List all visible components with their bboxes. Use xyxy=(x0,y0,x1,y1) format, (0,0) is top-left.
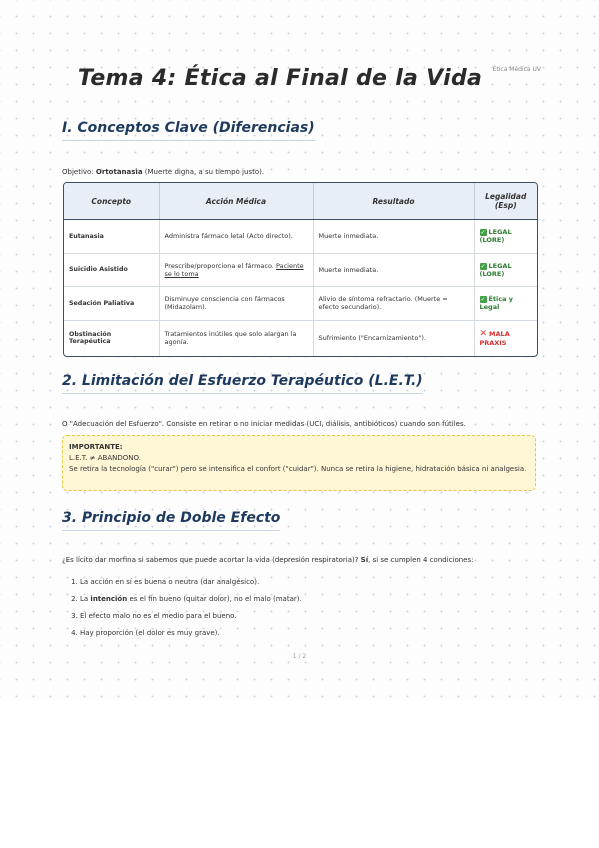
cross-icon: ✕ xyxy=(479,329,488,340)
objective-rest: (Muerte digna, a su tiempo justo). xyxy=(144,168,265,176)
section-title-let: 2. Limitación del Esfuerzo Terapéutico (L.E.T.) xyxy=(62,373,423,394)
question-text: ¿Es lícito dar morfina si sabemos que puede acortar la vida (depresión respiratoria)? xyxy=(62,556,359,564)
cell-resultado: Muerte inmediata. xyxy=(313,253,474,287)
table-row xyxy=(64,253,537,287)
accion-underline: Paciente se lo toma xyxy=(164,261,304,278)
cell-resultado: Sufrimiento ("Encarnizamiento"). xyxy=(313,320,474,356)
let-description: O "Adecuación del Esfuerzo". Consiste en retirar o no iniciar medidas (UCI, diálisis, antibióticos) cuando son fútiles. xyxy=(62,420,466,428)
condition-pre: La acción en sí es buena o neutra (dar analgésico). xyxy=(80,578,260,586)
objective-term: Ortotanasia xyxy=(95,168,143,176)
condition-item xyxy=(80,591,302,608)
table-row xyxy=(64,287,537,321)
cell-accion xyxy=(159,320,313,356)
cell-legalidad xyxy=(474,320,537,356)
legalidad-text: MALA PRAXIS xyxy=(479,330,510,348)
condition-bold: intención xyxy=(90,595,128,603)
objective-line xyxy=(62,168,264,176)
accion-text: Administra fármaco letal (Acto directo). xyxy=(164,232,293,241)
page-title: Tema 4: Ética al Final de la Vida xyxy=(77,66,483,91)
doble-efecto-question xyxy=(62,556,474,564)
important-line-1: L.E.T. ≠ ABANDONO. xyxy=(69,454,141,462)
section-title-conceptos: I. Conceptos Clave (Diferencias) xyxy=(62,120,315,141)
table-row xyxy=(64,320,537,356)
legalidad-text: LEGAL (LORE) xyxy=(479,261,512,278)
cell-accion xyxy=(159,220,313,254)
check-box-icon: ✓ xyxy=(480,296,486,304)
concepts-table xyxy=(63,182,538,357)
header-legalidad: Legalidad (Esp) xyxy=(474,183,537,220)
cell-concepto: Obstinación Terapéutica xyxy=(64,320,159,356)
cell-legalidad xyxy=(474,253,537,287)
header-concepto: Concepto xyxy=(64,183,159,220)
check-box-icon: ✓ xyxy=(480,262,486,270)
answer-rest: , si se cumplen 4 condiciones: xyxy=(368,556,474,564)
cell-resultado: Muerte inmediata. xyxy=(313,220,474,254)
objective-label: Objetivo: xyxy=(62,168,94,176)
condition-item xyxy=(80,608,302,625)
table-header-row xyxy=(64,183,537,220)
cell-legalidad xyxy=(474,220,537,254)
legalidad-text: Ética y Legal xyxy=(479,295,514,312)
table-row xyxy=(64,220,537,254)
accion-text: Prescribe/proporciona el fármaco. xyxy=(164,261,274,270)
check-box-icon: ✓ xyxy=(480,229,486,237)
cell-concepto: Eutanasia xyxy=(64,220,159,254)
conditions-list xyxy=(62,574,302,642)
important-line-2: Se retira la tecnología ("curar") pero se intensifica el confort ("cuidar"). Nunca se retira la higiene, hidratación básica ni analgesia. xyxy=(69,465,527,473)
condition-pre: El efecto malo no es el medio para el bueno. xyxy=(80,612,237,620)
header-note: Ética Médica UV xyxy=(492,66,541,73)
condition-pre: La xyxy=(80,595,91,603)
accion-text: Tratamientos inútiles que solo alargan la agonía. xyxy=(164,330,297,347)
cell-concepto: Sedación Paliativa xyxy=(64,287,159,321)
cell-accion xyxy=(159,287,313,321)
header-resultado: Resultado xyxy=(313,183,474,220)
cell-resultado: Alivio de síntoma refractario. (Muerte = efecto secundario). xyxy=(313,287,474,321)
condition-item xyxy=(80,625,302,642)
header-accion: Acción Médica xyxy=(159,183,313,220)
cell-legalidad xyxy=(474,287,537,321)
important-callout xyxy=(62,435,536,491)
section-title-doble-efecto: 3. Principio de Doble Efecto xyxy=(62,510,280,531)
condition-item xyxy=(80,574,302,591)
condition-pre: Hay proporción (el dolor es muy grave). xyxy=(80,629,220,637)
important-title: IMPORTANTE: xyxy=(69,443,123,451)
cell-accion xyxy=(159,253,313,287)
cell-concepto: Suicidio Asistido xyxy=(64,253,159,287)
page-number: 1 / 2 xyxy=(292,653,307,660)
accion-text: Disminuye consciencia con fármacos (Midazolam). xyxy=(164,295,285,312)
condition-post: es el fin bueno (quitar dolor), no el malo (matar). xyxy=(127,595,302,603)
answer-bold: Sí xyxy=(360,556,369,564)
legalidad-text: LEGAL (LORE) xyxy=(479,228,512,245)
